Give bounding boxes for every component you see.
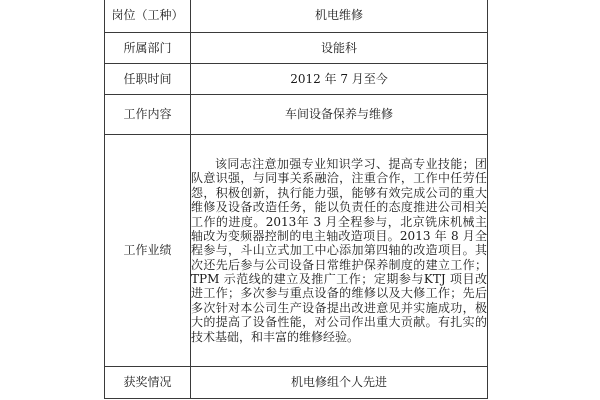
department-value: 设能科	[191, 33, 488, 64]
table-row	[105, 33, 488, 64]
performance-text: 该同志注意加强专业知识学习、提高专业技能；团队意识强，与同事关系融洽，注重合作，工作中任劳任怨，积极创新，执行能力强，能够有效完成公司的重大维修及设备改造任务，能以负责任的态度推进公司相关工作的进度。2013年 3 月全程参与，北京铣床机械主轴改为变频器控制的电主轴改造项目。2013 年 8 月全程参与，斗山立式加工中心添加第四轴的改造项目。其次还先后参与公司设备日常维护保养制度的建立工作；TPM 示范线的建立及推广工作；定期参与KTJ 项目改进工作；多次参与重点设备的维修以及大修工作；先后多次针对本公司生产设备提出改进意见并实施成功，极大的提高了设备性能，对公司作出重大贡献。有扎实的技术基础，和丰富的维修经验。	[191, 156, 487, 344]
employee-record-table	[104, 0, 488, 399]
tenure-value: 2012 年 7 月至今	[191, 64, 488, 95]
table-row	[105, 95, 488, 135]
job-content-value: 车间设备保养与维修	[191, 95, 488, 135]
job-content-label: 工作内容	[105, 95, 191, 135]
awards-value: 机电修组个人先进	[191, 367, 488, 399]
performance-label: 工作业绩	[105, 135, 191, 367]
performance-cell	[191, 135, 488, 367]
awards-label: 获奖情况	[105, 367, 191, 399]
table-row	[105, 0, 488, 33]
position-value: 机电维修	[191, 0, 488, 33]
position-label: 岗位（工种）	[105, 0, 191, 33]
table-row	[105, 64, 488, 95]
tenure-label: 任职时间	[105, 64, 191, 95]
table-row	[105, 367, 488, 399]
table-row	[105, 135, 488, 367]
department-label: 所属部门	[105, 33, 191, 64]
